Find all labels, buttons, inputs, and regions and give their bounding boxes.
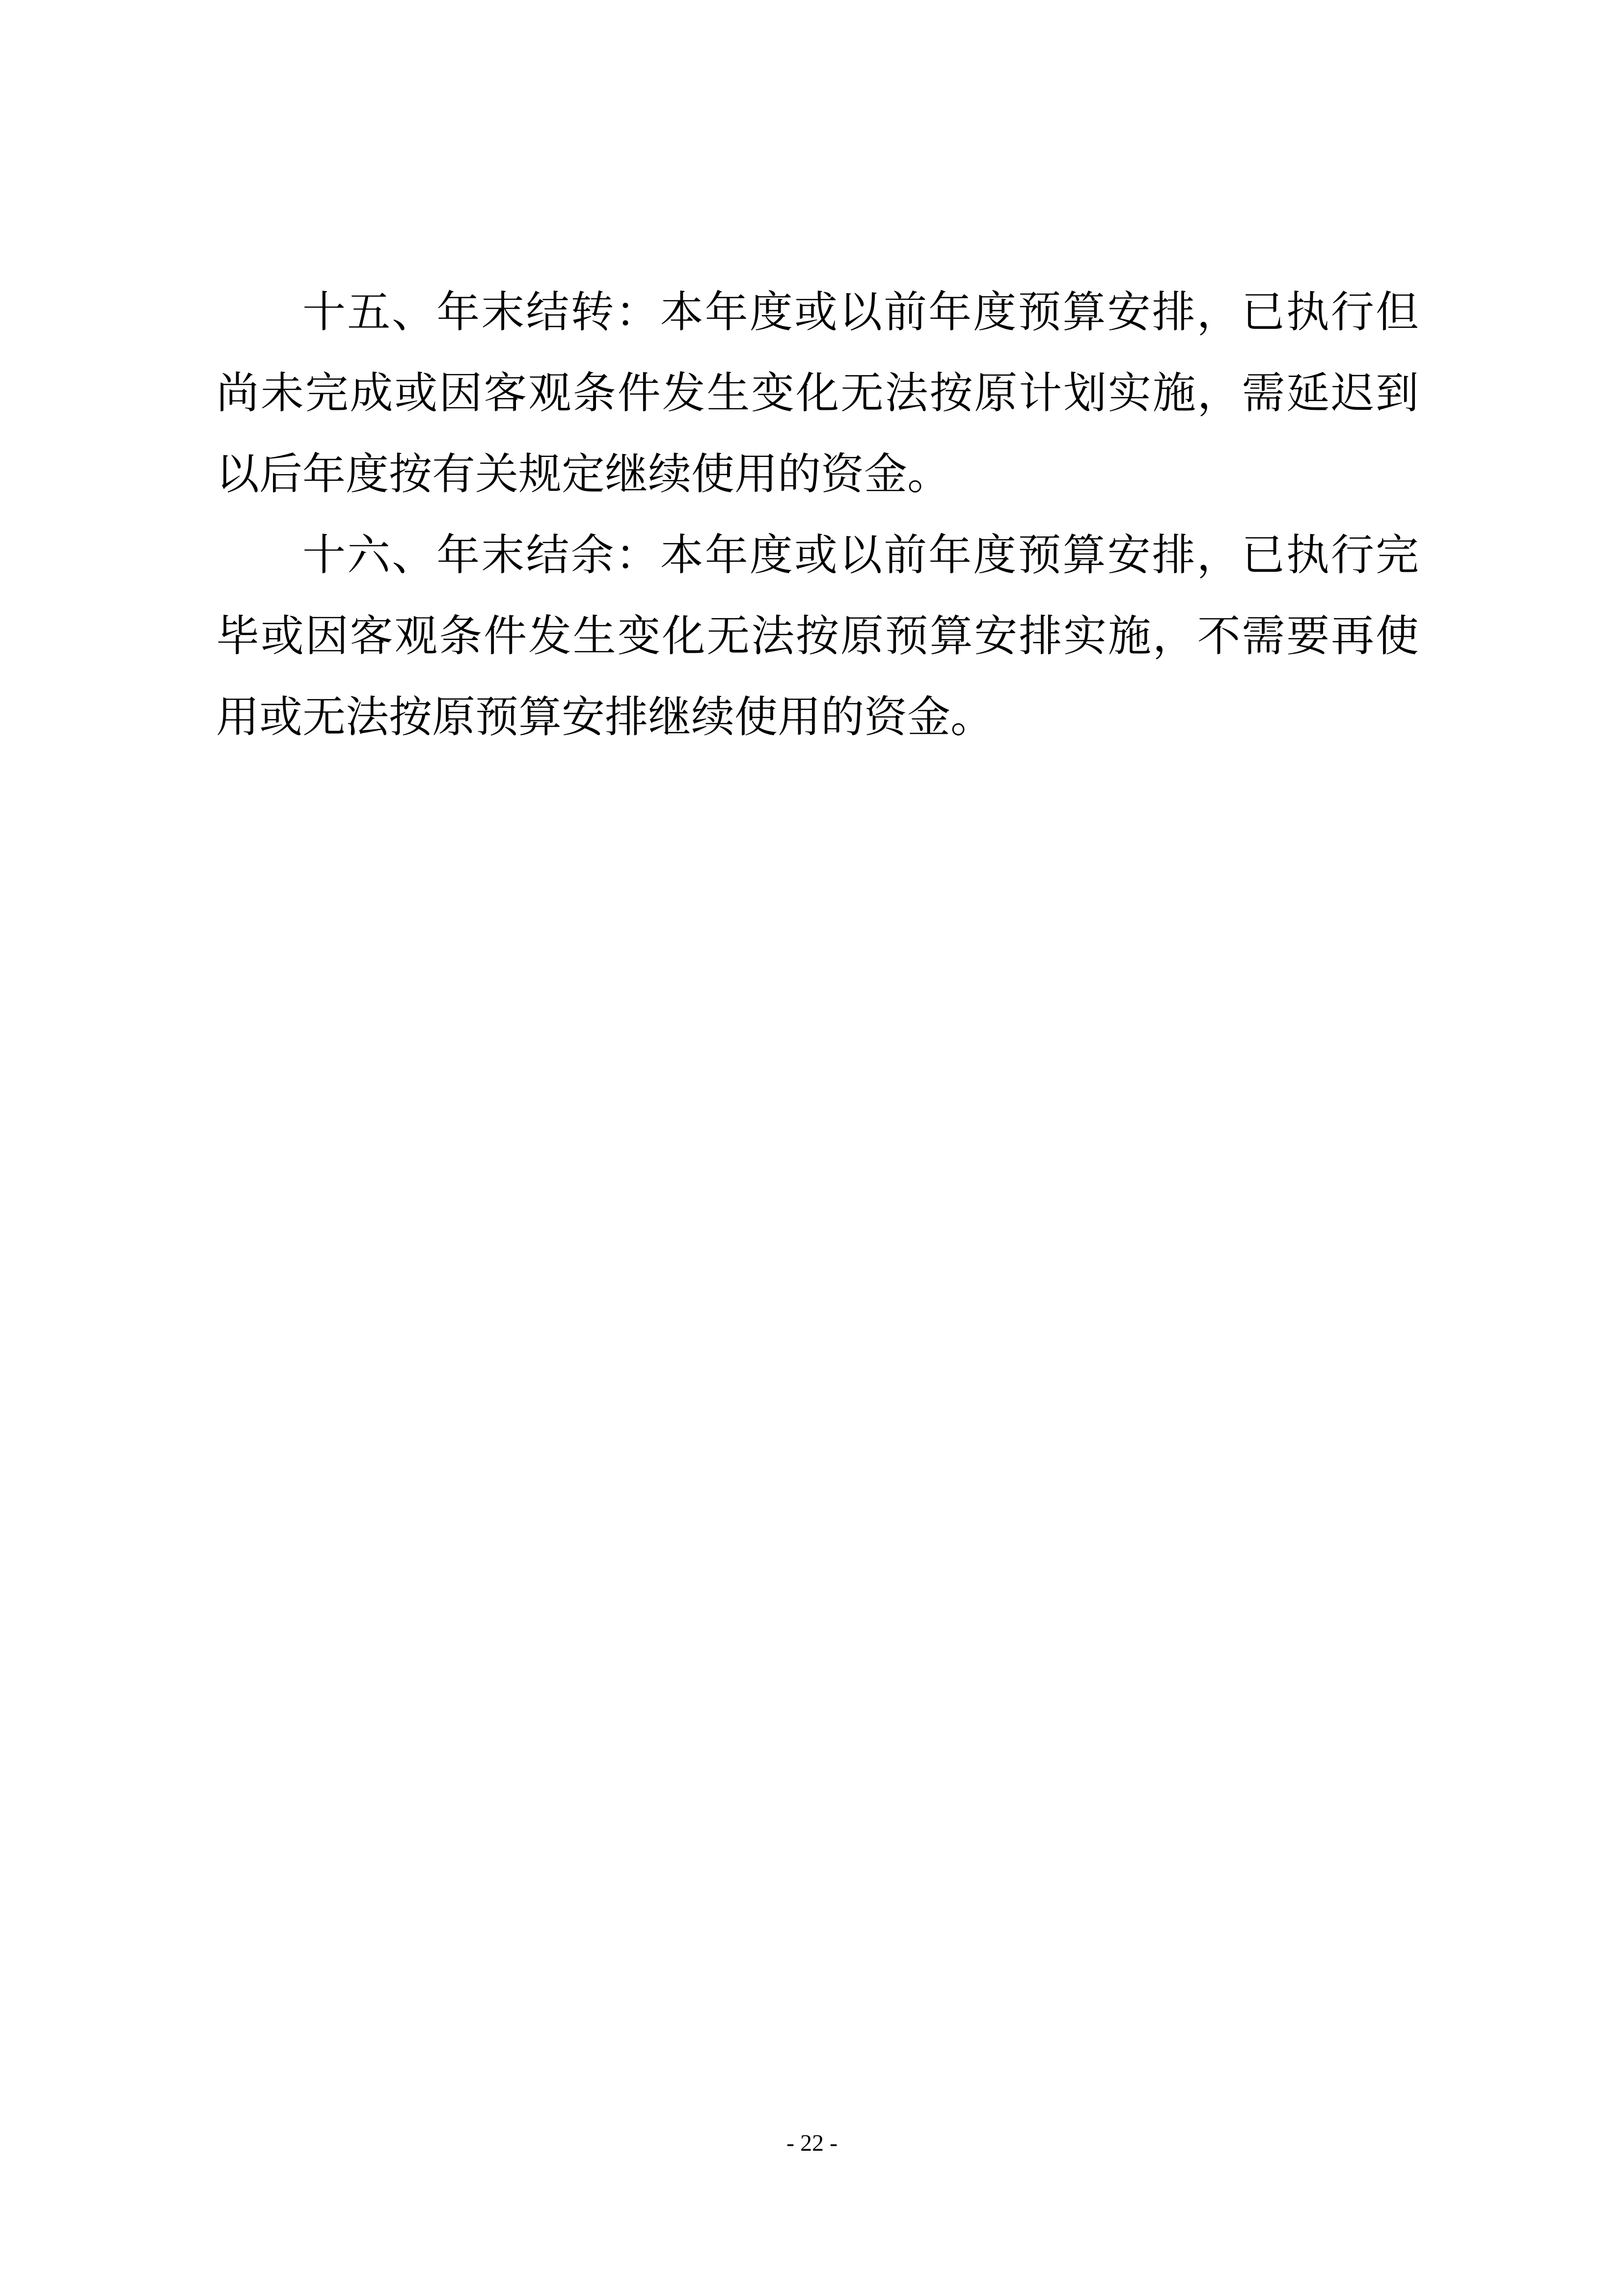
paragraph-item-16: [216, 514, 1419, 757]
paragraph-item-15: [216, 271, 1419, 514]
page-number: - 22 -: [786, 2130, 838, 2156]
paragraph-line: 尚未完成或因客观条件发生变化无法按原计划实施，需延迟到: [216, 368, 1419, 418]
paragraph-line: 以后年度按有关规定继续使用的资金。: [216, 449, 951, 499]
page-footer: [0, 2129, 1624, 2158]
paragraph-line: 毕或因客观条件发生变化无法按原预算安排实施，不需要再使: [216, 611, 1419, 661]
document-body: [216, 271, 1419, 757]
paragraph-line: 十五、年末结转：本年度或以前年度预算安排，已执行但: [302, 287, 1419, 337]
paragraph-line: 用或无法按原预算安排继续使用的资金。: [216, 692, 994, 742]
paragraph-line: 十六、年末结余：本年度或以前年度预算安排，已执行完: [302, 530, 1419, 580]
